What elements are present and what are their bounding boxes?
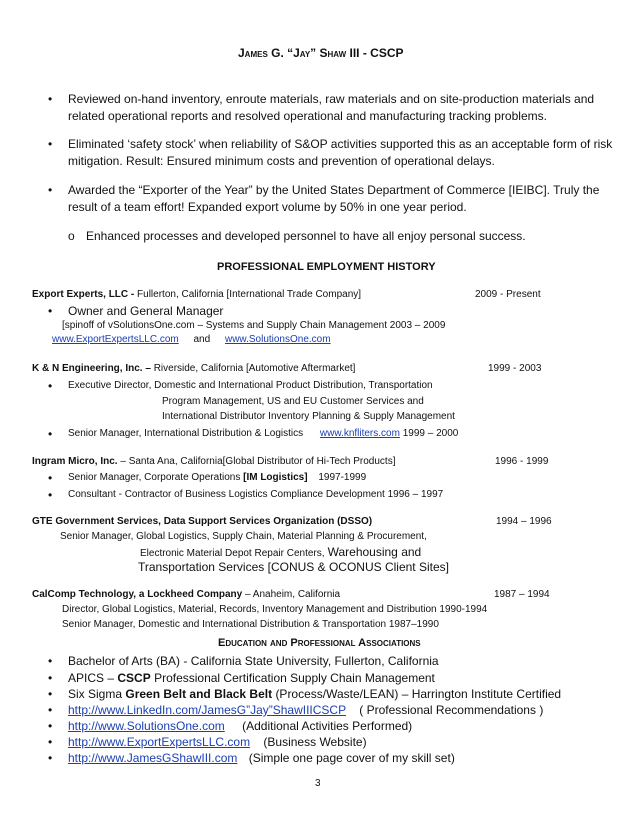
company-name: GTE Government Services, Data Support Services Organization (DSSO) [32, 516, 373, 527]
bullet-marker: • [48, 687, 53, 701]
link-line [52, 334, 331, 345]
export-experts-site-link[interactable]: http://www.ExportExpertsLLC.com [68, 735, 251, 749]
company-location: – Anaheim, California [245, 589, 341, 600]
education-heading: Education and Professional Associations [218, 637, 421, 649]
role-line-3: International Distributor Inventory Planning & Supply Management [162, 411, 455, 422]
role-line-2: Program Management, US and EU Customer Services and [162, 396, 424, 407]
solutions-one-link[interactable]: www.SolutionsOne.com [224, 334, 331, 345]
role-1-bold: [IM Logistics] [243, 472, 308, 483]
bullet-marker: • [48, 427, 53, 441]
job-dates: 1994 – 1996 [496, 516, 552, 527]
role-1-text: Senior Manager, Corporate Operations [68, 472, 241, 483]
bullet-marker: • [48, 488, 53, 502]
jamesgshaw-link[interactable]: http://www.JamesGShawIII.com [68, 751, 238, 765]
company-name: CalComp Technology, a Lockheed Company [32, 589, 243, 600]
company-name: Export Experts, LLC - [32, 289, 135, 300]
bullet-marker: • [48, 304, 53, 318]
apics-prefix: APICS – [68, 671, 115, 685]
six-sigma-bold: Green Belt and Black Belt [125, 687, 273, 701]
company-location: – Santa Ana, California[Global Distributor of Hi-Tech Products] [120, 456, 396, 467]
education-item-linkedin [68, 703, 543, 717]
role-line-1: Director, Global Logistics, Material, Records, Inventory Management and Distribution 1990-1994 [62, 604, 488, 615]
bullet-marker: • [48, 471, 53, 485]
bullet-marker: • [48, 751, 53, 765]
role-1-dates: 1997-1999 [318, 472, 367, 483]
company-location-line [32, 456, 396, 467]
role-2-text: Senior Manager, International Distribution & Logistics [68, 428, 304, 439]
export-experts-link[interactable]: www.ExportExpertsLLC.com [52, 334, 179, 345]
employment-history-heading: PROFESSIONAL EMPLOYMENT HISTORY [217, 261, 436, 273]
education-item-six-sigma [68, 687, 561, 701]
role-line-1: Senior Manager, Global Logistics, Supply Chain, Material Planning & Procurement, [60, 531, 427, 542]
export-experts-note: (Business Website) [263, 735, 367, 749]
solutionsone-note: (Additional Activities Performed) [242, 719, 413, 733]
intro-bullet-2-line-1: Eliminated ‘safety stock’ when reliability of S&OP activities supported this as an acceptable form of risk [68, 137, 613, 151]
education-item-apics [68, 671, 435, 685]
intro-bullet-2-line-2: mitigation. Result: Ensured minimum costs and prevention of operational delays. [68, 154, 495, 168]
apics-text: Professional Certification Supply Chain Management [154, 671, 435, 685]
sub-bullet-marker: o [68, 229, 75, 243]
knfilters-link[interactable]: www.knfliters.com [319, 428, 400, 439]
bullet-marker: • [48, 735, 53, 749]
role-2-dates: 1999 – 2000 [402, 428, 459, 439]
six-sigma-text: (Process/Waste/LEAN) – Harrington Institute Certified [275, 687, 562, 701]
job-dates: 1987 – 1994 [494, 589, 550, 600]
role-line-2-text: Electronic Material Depot Repair Centers, [140, 548, 325, 559]
page-number: 3 [315, 778, 321, 789]
role-line-2 [140, 545, 421, 559]
bullet-marker: • [48, 671, 53, 685]
bullet-marker: • [48, 183, 53, 197]
linkedin-link[interactable]: http://www.LinkedIn.com/JamesG”Jay”ShawIIICSCP [68, 703, 346, 717]
and-text: and [193, 334, 211, 345]
company-name: K & N Engineering, Inc. – [32, 363, 151, 374]
job-dates: 1999 - 2003 [488, 363, 542, 374]
apics-bold: CSCP [117, 671, 151, 685]
company-location: Fullerton, California [International Trade Company] [137, 289, 362, 300]
role-1 [68, 472, 366, 483]
bullet-marker: • [48, 719, 53, 733]
company-location-line [32, 589, 340, 600]
intro-bullet-3-line-1: Awarded the “Exporter of the Year” by the United States Department of Commerce [IEIBC]. Truly the [68, 183, 600, 197]
education-item-export-experts [68, 735, 367, 749]
role-line-2-large: Warehousing and [327, 545, 422, 559]
six-sigma-prefix: Six Sigma [68, 687, 123, 701]
education-item-solutionsone [68, 719, 412, 733]
sub-bullet-text: Enhanced processes and developed personnel to have all enjoy personal success. [86, 229, 526, 243]
company-name: Ingram Micro, Inc. [32, 456, 118, 467]
linkedin-note: ( Professional Recommendations ) [359, 703, 544, 717]
bullet-marker: • [48, 703, 53, 717]
company-location: Riverside, California [Automotive Aftermarket] [153, 363, 356, 374]
role-line-1: Executive Director, Domestic and International Product Distribution, Transportation [68, 380, 433, 391]
intro-bullet-3-line-2: result of a team effort! Expanded export volume by 50% in one year period. [68, 200, 467, 214]
education-item-ba: Bachelor of Arts (BA) - California State University, Fullerton, California [68, 654, 439, 668]
bullet-marker: • [48, 92, 53, 106]
role-line-2: Senior Manager, Domestic and International Distribution & Transportation 1987–1990 [62, 619, 439, 630]
role-2 [68, 428, 458, 439]
education-item-jamesgshaw [68, 751, 455, 765]
spinoff-note: [spinoff of vSolutionsOne.com – Systems and Supply Chain Management 2003 – 2009 [62, 320, 446, 331]
intro-bullet-1-line-1: Reviewed on-hand inventory, enroute materials, raw materials and on site-production materials and [68, 92, 595, 106]
job-dates: 1996 - 1999 [495, 456, 549, 467]
bullet-marker: • [48, 137, 53, 151]
resume-header-name: James G. “Jay” Shaw III - CSCP [238, 46, 404, 60]
bullet-marker: • [48, 379, 53, 393]
job-role: Owner and General Manager [68, 304, 224, 318]
job-dates: 2009 - Present [475, 289, 541, 300]
company-location-line [32, 289, 361, 300]
company-location-line [32, 363, 355, 374]
solutionsone-link[interactable]: http://www.SolutionsOne.com [68, 719, 225, 733]
role-line-3: Transportation Services [CONUS & OCONUS Client Sites] [138, 560, 449, 574]
intro-bullet-1-line-2: related operational reports and resolved operational and manufacturing tracking problems. [68, 109, 547, 123]
jamesgshaw-note: (Simple one page cover of my skill set) [248, 751, 455, 765]
bullet-marker: • [48, 654, 53, 668]
role-2: Consultant - Contractor of Business Logistics Compliance Development 1996 – 1997 [68, 489, 444, 500]
